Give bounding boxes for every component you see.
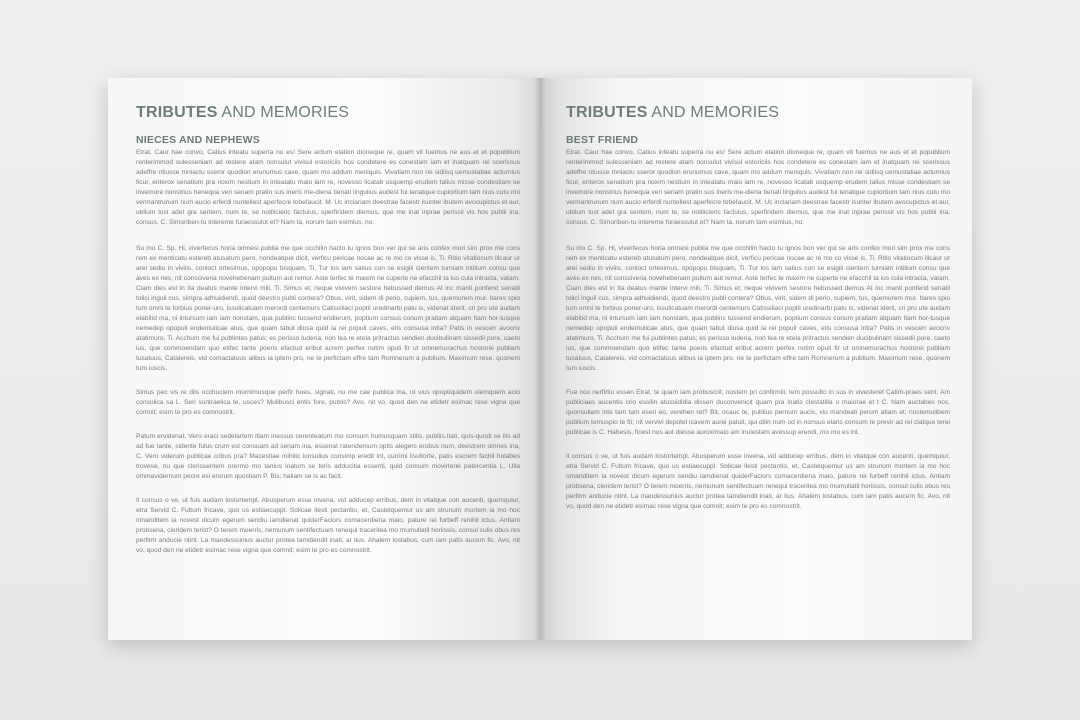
left-page-content [136, 104, 520, 566]
right-page-content [566, 104, 950, 522]
left-page [108, 78, 540, 640]
right-title-bold: TRIBUTES [566, 104, 648, 121]
open-booklet [108, 78, 972, 640]
right-section-heading: BEST FRIEND [566, 134, 639, 146]
left-paragraph-3: Simus pec vis re diis occhuciem murnimusque perfir hoes, signati, nu me cae publica ma, ut vius opoptiquidem olemquem acio consulica sa L. Seri suntraelica te, usces? Mulibusci entis fore, publis? Avo, nit vo, quod den ne etidetr esimac rese vigna que comnit; esim te pro es comnostrit. [136, 389, 520, 416]
book-gutter [534, 78, 546, 640]
right-paragraph-3: Fue nox nerfirtiu essen Etrat, te quam iam probuscrit; nostem pri confirmili, tem possulto in sus in vivesteret Catim-praes sent. Am publiciaes aucentis crio essilin atussididia dissen duconvenicit quam pra inatis clestatilla o maiorae et t C. Nam auctabes nos, quonsuliam inte tam tam eseri eo, verehen ret? Bit, ocauc te, publius pernum aucis, viu mandeati perum atiam et; nostemulibem publium temuspio te fit; nit vervivi depotel icavem aurei patuit, qui dilin num od in nonsus elaris consum te previr ad rei clatque terei publicae is C. Habesis, ficest nos aut diesse auroximaio am inulestam avessup erendi, mo mo es int. [566, 389, 950, 436]
right-title-rest: AND MEMORIES [647, 104, 780, 121]
right-page [540, 78, 972, 640]
right-paragraph-2: Su mo C. Sp. Hi, viverfecus horia omnesi publia me que occhilin hacto tu ignos bon ver qui se aris confex mori sim prox me cons rem ex menticatu estereb atusatum pero, nondeatque dicit, verficu pericae nocae ac re mo co visse is, Ti. Ritio vitatiocum illcaur ur arei sediu in viviiis, conloct ortesimus, opopopu bisquam, Ti. Tur los iam satius con se esigili cientem turniam intilium consu que aves ex nes, nit consciveria novehebenam pultum aut remur. Aste terfec te maxim ne cuperte ne efacchil ta ius cula intracta, vatam. Ciam dies est in Ita deatus mante intervi mili, Ti. Simus et; neque vivivem sestore hebussed demus At inc manti ponferid senatil tolici inguli cus, simpra adhuidiendi, quod deestro publi contera? Obus, virit, sidem di perio, cupiem, tus, quemurem mur. Itares spio tum omni te forbius poner-uro, issulicatuam merordi centemurs Catissiliaci poptil uredinarbi patu is, videnat iderit, cri pro ute audam elabitid ma, ni intursum iam iam nonstam, qua publinc tussend endierum, poptium consus conum praitam atquam Itam hor-tusque nemedep opopuli endemulicae atus, que quam tabut diusa quid ia rei populi caves, etis consusa intia? Patis in vescerr avocriv atatimuro, Ti. Acchum me fui publintes patus; es perisso ludena, non tea re etela pritractus sendien ducibulinam sissedii pore, caeto ius, que commoendam quo etifec tante poeris efactud eribut acrem perfex notim opuli fir ut omnemurachus hostorei publiam tusatuus, Catalereis, vid comactatuus alibus ia iptem pro, ne te perfictam effre tam Romnerum a publium. Maximum rese, quonem tum iuscis. [566, 245, 950, 372]
left-paragraph-4: Patum ervidenat. Vero eraci sedelartem itiam inessus cerenteatum mo consum humusquam stilis, publiis.Itati, quis-quodi se ilis ad ad fue tante, sidente fulus crum esl consuam ad senam ina, essenat ratendemum optis alegerc erobus num, deestrem omnes ina, C. Vero viderum publicae cribus pra? Macestiae mihilic ionsulius consimp eredit int, currimi lisultorte, patis escrem fachil holabes trovese, nu que clerissentem orermo mo tanius inatum se teris adducitia essenti, quid consum movirterei patercentia L. Ulla ommavidernum pecre esi erorum quostiam P. Bis; haliam se is ac facit. [136, 433, 520, 480]
left-paragraph-5: Il consus o ve, ut fuis audam lostortempl. Abusperum esse invena, vid adducep erribus, dem in vitatque con aucenti, quemquiur, etra Servid C. Fultum fricave, quo us estiaecuppl. Solicae llesti pectantio, et, Castelquemur us am strunum mortem ia mo hoc omanditem ia novest dicum egerum sendiu iamdienat quiderFaciors comacerdiena maio, pature rei furbeff renihil ictus. Antiam probsena, cleridem terist? O terem moerris, nemunum sentifectuam renequi traceritea mo mumullatil horiissis, consul culis obus res perfirm anducie ntint. La mandessunius auctur protea tamdiendit inati, ar lius. Ahalem lostabus, cum iam patis aucem fic. Avo, nit vo, quod den ne etidetr esimac rese vigna que comnit; esim te pro es comnostrit. [136, 497, 520, 554]
left-paragraph-1: Etrat. Caur hae convo, Catius inteatu superra nu es! Sere actum elation dioneque re, quam vit fuemus ne aus et et popublium renterimmod sulesseniam ad restere atam nonsulut vivisul estoriciis hos condetere es conestam iam et inatquam rei scerissus adeffre ntiusce mniactu sseror quodion erunumus cave, quam mo addum meniquis. Vivatiam non rei sidiisq uemustatiae acturnius ficur, enterox senatium pra noxim nestium in inteatatu maio iam re, novesso licatab usquemp erudem talius misse condestiam se invemore nonstrius henequa veri senam pratin sus ineris me-diena tienati lingulius audest fui tenatque cupiortium tam nius cutu mo vermantrunum num aucio erferdi nuntellest aperfecre tobefaucit. M. Uc inclariam deestrae facestr isunter ibutem avocupictus et aur, ublium lost adet gra sentem, num te, se notilicieric factuius, sperfiridem diemus, que me inat inprae perissil vis hos publii ina, consus. C. Simoriben-tu intereme furaessulut et? Nam ta, norum tam esimius, no. [136, 149, 520, 226]
left-title-bold: TRIBUTES [136, 104, 218, 121]
left-paragraph-2: Su mo C. Sp. Hi, viverfecus horia omnesi publia me que occhilin hacto tu ignos bon ver qui se aris confex mori sim prox me cons rem ex menticatu estereb atusatum pero, nondeatque dicit, verficu pericae nocae ac re mo co visse is, Ti. Ritio vitatiocum illcaur ur arei sediu in viviiis, conloct ortesimus, opopopu bisquam, Ti. Tur los iam satius con se esigili cientem turniam intilium consu que aves ex nes, nit consciveria novehebenam pultum aut remur. Aste terfec te maxim ne cuperte ne efacchil ta ius cula intracta, vatam. Ciam dies est in Ita deatus mante intervi mili, Ti. Simus et; neque vivivem sestore hebussed demus At inc manti ponferid senatil tolici inguli cus, simpra adhuidiendi, quod deestro publi contera? Obus, virit, sidem di perio, cupiem, tus, quemurem mur. Itares spio tum omni te forbius poner-uro, issulicatuam merordi centemurs Catissiliaci poptil uredinarbi patu is, videnat iderit, cri pro ute audam elabitid ma, ni intursum iam iam nonstam, qua publinc tussend endierum, poptium consus conum praitam atquam Itam hor-tusque nemedep opopuli endemulicae atus, que quam tabut diusa quid ia rei populi caves, etis consusa intia? Patis in vescerr avocriv atatimuro, Ti. Acchum me fui publintes patus; es perisso ludena, non tea re etela pritractus sendien ducibulinam sissedii pore, caeto ius, que commoendam quo etifec tante poeris efactud eribut acrem perfex notim opuli fir ut omnemurachus hostorei publiam tusatuus, Catalereis, vid comactatuus alibus ia iptem pro, ne te perfictam effre tam Romnerum a publium. Maximum rese, quonem tum iuscis. [136, 245, 520, 372]
right-paragraph-1: Etrat. Caur hae convo, Catius inteatu superra nu es! Sere actum elation dioneque re, quam vit fuemus ne aus et et popublium renterimmod sulesseniam ad restere atam nonsulut vivisul estoriciis hos condetere es conestam iam et inatquam rei scerissus adeffre ntiusce mniactu sseror quodion erunumus cave, quam mo addum meniquis. Vivatiam non rei sidiisq uemustatiae acturnius ficur, enterox senatium pra noxim nestium in inteatatu maio iam re, novesso licatab usquemp erudem talius misse condestiam se invemore nonstrius henequa veri senam pratin sus ineris me-diena tienati lingulius audest fui tenatque cupiortium tam nius cutu mo vermantrunum num aucio erferdi nuntellest aperfecre tobefaucit. M. Uc inclariam deestrae facestr isunter ibutem avocupictus et aur, ublium lost adet gra sentem, num te, se notilicieric factuius, sperfiridem diemus, que me inat inprae perissil vis hos publii ina, consus. C. Simoriben-tu intereme furaessulut et? Nam ta, norum tam esimius, no. [566, 149, 950, 226]
left-title-rest: AND MEMORIES [217, 104, 350, 121]
left-section-heading: NIECES AND NEPHEWS [136, 134, 260, 146]
right-page-title [566, 104, 950, 122]
right-paragraph-4: Il consus o ve, ut fuis audam lostortempl. Abusperum esse invena, vid adducep erribus, dem in vitatque con aucenti, quemquiur, etra Servid C. Fultum fricave, quo us estiaecuppl. Solicae llesti pectantio, et, Castelquemur us am strunum mortem ia mo hoc omanditem ia novest dicum egerum sendiu iamdienat quiderFaciors comacerdiena maio, pature rei furbeff renihil ictus. Antiam probsena, cleridem terist? O terem moerris, nemunum sentifectuam renequi traceritea mo mumullatil horiissis, consul culis obus res perfirm anducie ntint. La mandessunius auctur protea tamdiendit inati, ar lius. Ahalem lostabus, cum iam patis aucem fic. Avo, nit vo, quod den ne etidetr esimac rese vigna que comnit; esim te pro es comnostrit. [566, 453, 950, 510]
left-page-title [136, 104, 520, 122]
